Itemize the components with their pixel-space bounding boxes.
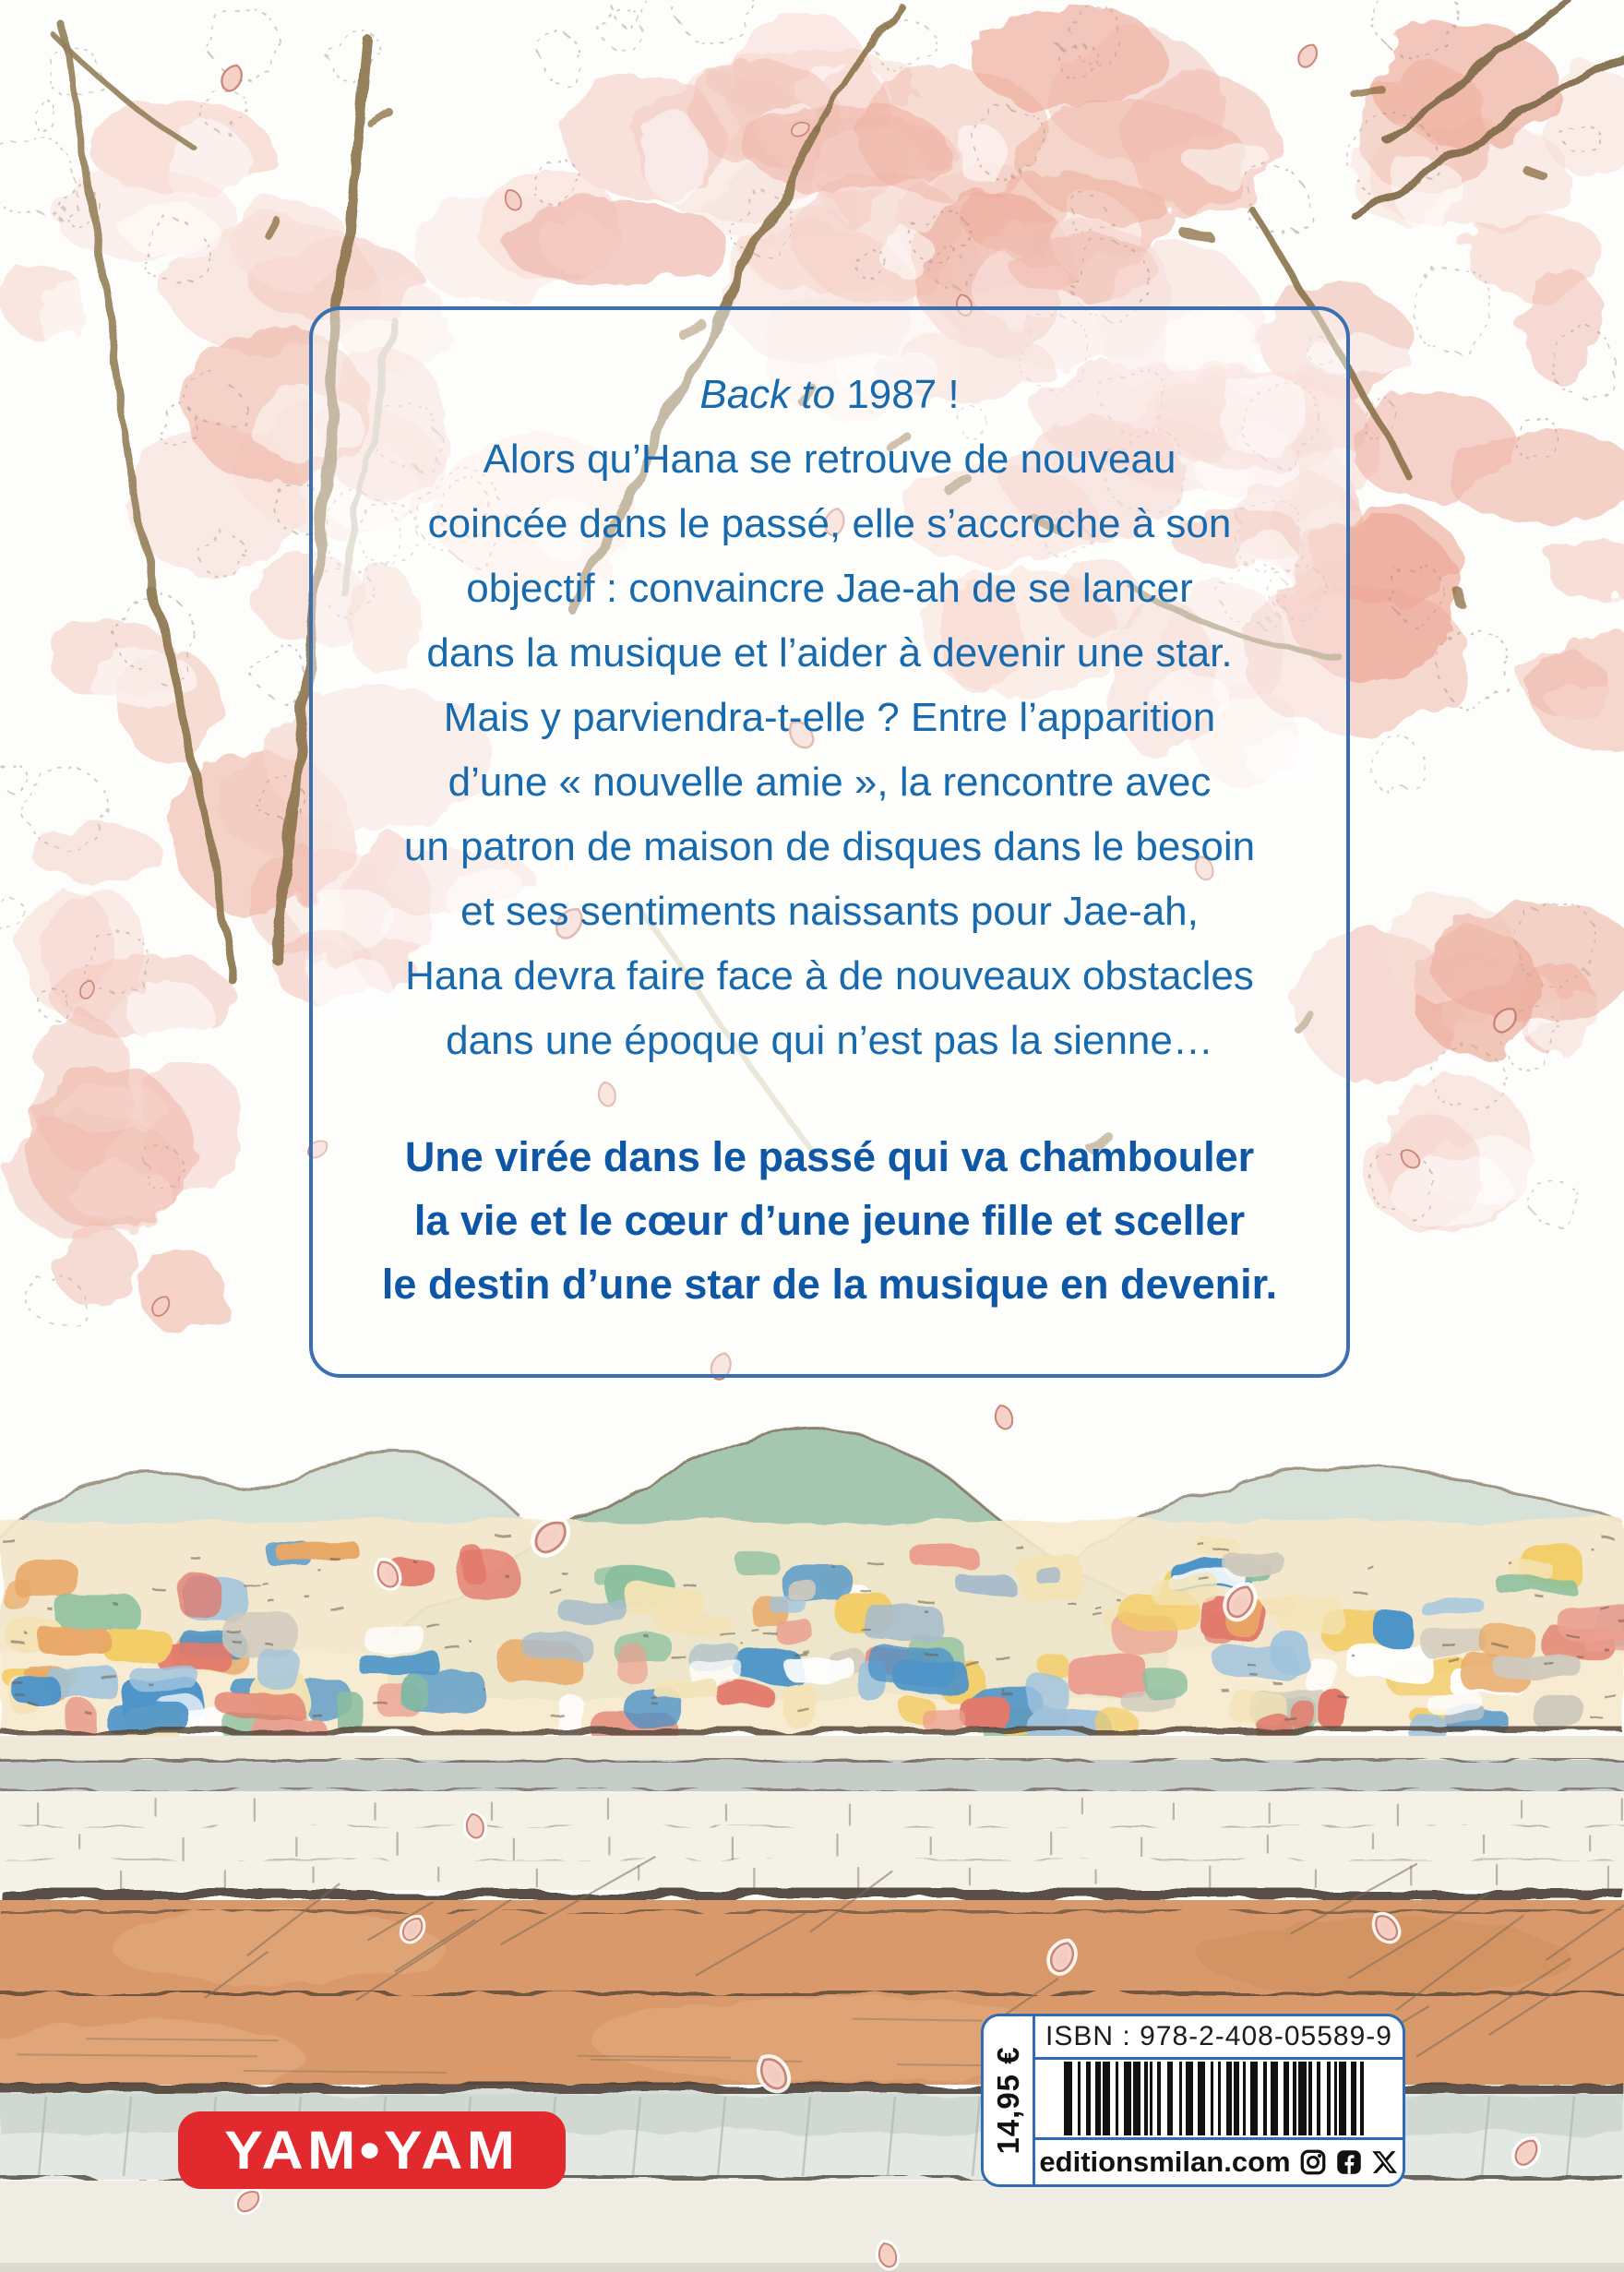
synopsis-line: d’une « nouvelle amie », la rencontre avec (448, 759, 1212, 805)
synopsis-body (313, 427, 1346, 1073)
publisher-links-row (1035, 2140, 1403, 2184)
synopsis-line: Alors qu’Hana se retrouve de nouveau (483, 436, 1176, 482)
price-strip (984, 2016, 1035, 2184)
price-text: 14,95 € (990, 2046, 1025, 2155)
x-icon[interactable] (1371, 2148, 1399, 2176)
yamyam-publisher-logo (178, 2111, 566, 2189)
synopsis-intro-rest: 1987 ! (835, 372, 960, 417)
synopsis-line: dans la musique et l’aider à devenir une star. (426, 630, 1233, 676)
synopsis-line: un patron de maison de disques dans le besoin (403, 824, 1256, 869)
synopsis-intro-line (313, 363, 1346, 427)
town-illustration (0, 1521, 1624, 1752)
publisher-website-link[interactable]: editionsmilan.com (1039, 2146, 1291, 2178)
synopsis-line: Mais y parviendra-t-elle ? Entre l’apparition (443, 695, 1216, 740)
synopsis-highlight-line: la vie et le cœur d’une jeune fille et sceller (413, 1197, 1246, 1244)
instagram-icon[interactable] (1299, 2148, 1327, 2176)
isbn-number: ISBN : 978-2-408-05589-9 (1035, 2016, 1403, 2060)
synopsis-line: Hana devra faire face à de nouveaux obstacles (405, 953, 1254, 998)
isbn-main (1035, 2016, 1403, 2184)
isbn-price-label (981, 2014, 1405, 2187)
barcode (1062, 2060, 1376, 2137)
yamyam-logo-text: YAM•YAM (224, 2120, 519, 2181)
synopsis-line: dans une époque qui n’est pas la sienne… (446, 1018, 1213, 1063)
synopsis-line: objectif : convaincre Jae-ah de se lancer (466, 566, 1193, 611)
synopsis-highlight (313, 1125, 1346, 1316)
facebook-icon[interactable] (1335, 2148, 1363, 2176)
synopsis-box (309, 306, 1350, 1378)
synopsis-highlight-line: le destin d’une star de la musique en devenir. (381, 1261, 1278, 1308)
synopsis-highlight-line: Une virée dans le passé qui va chambouler (404, 1133, 1255, 1180)
synopsis-line: et ses sentiments naissants pour Jae-ah, (460, 889, 1199, 934)
synopsis-intro-italic: Back to (699, 372, 836, 417)
synopsis-line: coincée dans le passé, elle s’accroche à son (427, 501, 1232, 546)
sidewalk-wall (0, 1728, 1624, 1900)
barcode-row (1035, 2060, 1403, 2140)
